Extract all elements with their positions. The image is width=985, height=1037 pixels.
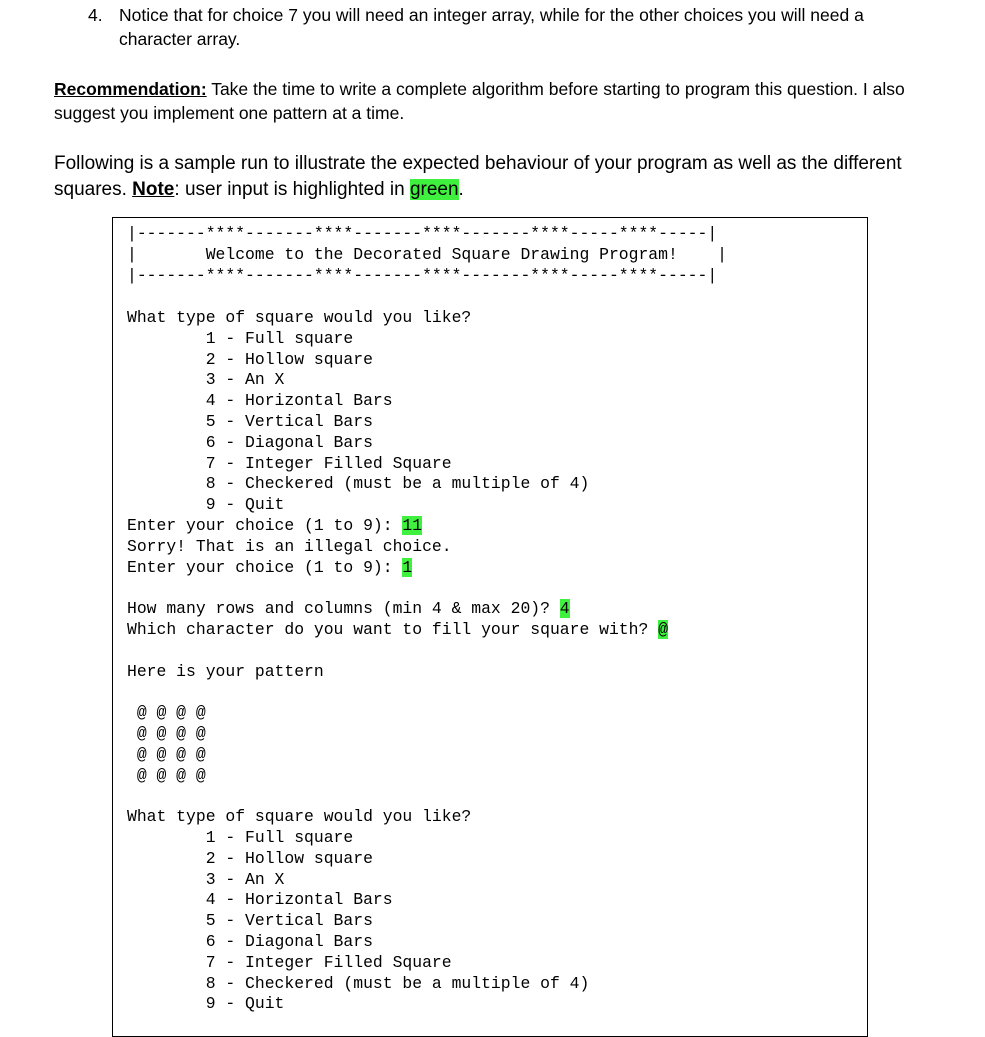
banner-line: |-------****-------****-------****-------****-----****-----| xyxy=(127,224,718,243)
menu-item: 1 - Full square xyxy=(127,328,354,348)
rows-prompt: How many rows and columns (min 4 & max 20)? xyxy=(127,599,560,619)
char-prompt: Which character do you want to fill your square with? xyxy=(127,619,659,639)
recommendation-label: Recommendation: xyxy=(54,79,207,99)
menu-item: 2 - Hollow square xyxy=(127,349,373,369)
user-input: 4 xyxy=(559,599,570,619)
pattern-row: @ @ @ @ xyxy=(127,744,206,764)
green-highlight-word: green xyxy=(409,179,459,200)
menu-item: 7 - Integer Filled Square xyxy=(127,952,452,972)
menu-item: 9 - Quit xyxy=(127,495,285,515)
item-text: Notice that for choice 7 you will need an integer array, while for the other choices you will need a character array. xyxy=(119,5,864,49)
user-input: @ xyxy=(658,619,668,639)
menu-item: 8 - Checkered (must be a multiple of 4) xyxy=(127,973,590,993)
blank-line xyxy=(127,786,668,807)
menu-item: 3 - An X xyxy=(127,370,285,390)
menu-item: 2 - Hollow square xyxy=(127,848,373,868)
menu-item: 5 - Vertical Bars xyxy=(127,411,373,431)
menu-item: 7 - Integer Filled Square xyxy=(127,453,452,473)
menu-prompt: What type of square would you like? xyxy=(127,308,472,327)
choice-prompt: Enter your choice (1 to 9): xyxy=(127,515,403,535)
note-label: Note xyxy=(132,179,175,200)
choice-line xyxy=(127,558,668,579)
user-input: 1 xyxy=(402,557,413,577)
menu-item: 3 - An X xyxy=(127,869,285,889)
intro-text: Following is a sample run to illustrate the expected behaviour of your program as well as the different squares. xyxy=(54,153,902,200)
user-input: 11 xyxy=(402,515,423,535)
banner-title: | Welcome to the Decorated Square Drawing Program! | xyxy=(127,244,727,264)
char-line xyxy=(127,620,668,641)
pattern-row: @ @ @ @ xyxy=(127,765,206,785)
menu-item: 6 - Diagonal Bars xyxy=(127,432,373,452)
blank-line xyxy=(127,682,668,703)
menu-item: 6 - Diagonal Bars xyxy=(127,931,373,951)
rows-line xyxy=(127,599,668,620)
illegal-message: Sorry! That is an illegal choice. xyxy=(127,536,452,556)
menu-item: 5 - Vertical Bars xyxy=(127,911,373,931)
sample-run-console xyxy=(112,217,868,1037)
recommendation-paragraph xyxy=(54,77,934,125)
choice-line xyxy=(127,516,668,537)
recommendation-text: Take the time to write a complete algorithm before starting to program this question. I also suggest you implement one pattern at a time. xyxy=(54,79,905,123)
choice-prompt: Enter your choice (1 to 9): xyxy=(127,557,403,577)
menu-item: 1 - Full square xyxy=(127,827,354,847)
console-session xyxy=(127,308,668,1015)
item-number: 4. xyxy=(88,5,103,25)
menu-item: 4 - Horizontal Bars xyxy=(127,890,393,910)
menu-prompt: What type of square would you like? xyxy=(127,807,472,827)
blank-line xyxy=(127,641,668,662)
pattern-row: @ @ @ @ xyxy=(127,703,206,723)
intro-text-after: : user input is highlighted in xyxy=(174,179,410,200)
pattern-row: @ @ @ @ xyxy=(127,723,206,743)
sample-run-intro xyxy=(54,151,934,203)
menu-item: 4 - Horizontal Bars xyxy=(127,391,393,411)
menu-item: 9 - Quit xyxy=(127,994,285,1014)
blank-line xyxy=(127,578,668,599)
pattern-label: Here is your pattern xyxy=(127,661,324,681)
intro-end: . xyxy=(458,179,464,200)
menu-item: 8 - Checkered (must be a multiple of 4) xyxy=(127,474,590,494)
banner-line: |-------****-------****-------****-------****-----****-----| xyxy=(127,265,718,285)
welcome-banner xyxy=(127,224,727,286)
